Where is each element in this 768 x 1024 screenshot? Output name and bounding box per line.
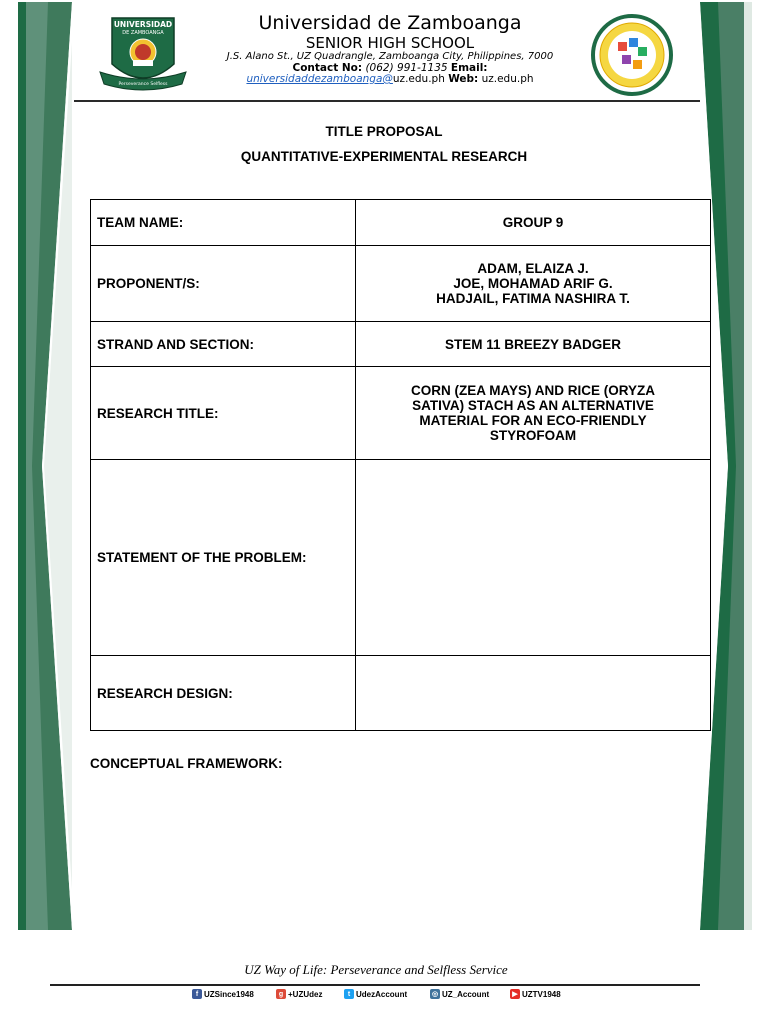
social-youtube[interactable] xyxy=(510,989,561,999)
email-web-line xyxy=(195,73,585,85)
design-value[interactable] xyxy=(356,656,711,731)
strand-value: STEM 11 BREEZY BADGER xyxy=(356,322,711,367)
strand-label: STRAND AND SECTION: xyxy=(91,322,356,367)
research-title-label: RESEARCH TITLE: xyxy=(91,367,356,460)
instagram-icon: ◎ xyxy=(431,991,439,998)
youtube-icon: ▶ xyxy=(510,989,520,999)
proponent-1: ADAM, ELAIZA J. xyxy=(477,261,589,276)
contact-label: Contact No: xyxy=(292,62,363,74)
school-address: J.S. Alano St., UZ Quadrangle, Zamboanga City, Philippines, 7000 xyxy=(226,51,554,62)
proposal-form-table xyxy=(90,199,711,731)
email-label: Email: xyxy=(450,62,488,74)
social-google-plus-label: +UZUdez xyxy=(288,989,323,999)
footer-divider xyxy=(50,984,700,986)
seal-text-top: UNIVERSIDAD xyxy=(113,20,173,29)
contact-number: (062) 991-1135 xyxy=(365,62,448,74)
research-title-line-1: CORN (ZEA MAYS) AND RICE (ORYZA xyxy=(410,383,655,398)
social-facebook[interactable] xyxy=(192,989,254,999)
social-twitter[interactable] xyxy=(344,989,407,999)
proponent-2: JOE, MOHAMAD ARIF G. xyxy=(453,276,613,291)
research-title-line-3: MATERIAL FOR AN ECO-FRIENDLY xyxy=(419,413,647,428)
table-row-problem xyxy=(91,460,711,656)
problem-value[interactable] xyxy=(356,460,711,656)
team-name-label: TEAM NAME: xyxy=(91,200,356,246)
school-name: SENIOR HIGH SCHOOL xyxy=(305,34,475,52)
facebook-icon: f xyxy=(192,989,202,999)
social-google-plus[interactable] xyxy=(276,989,322,999)
conceptual-framework-label: CONCEPTUAL FRAMEWORK: xyxy=(90,756,283,771)
proponents-label: PROPONENT/S: xyxy=(91,246,356,322)
social-twitter-label: UdezAccount xyxy=(356,989,408,999)
proponents-value xyxy=(356,246,711,322)
social-facebook-label: UZSince1948 xyxy=(204,989,254,999)
email-domain: uz.edu.ph xyxy=(392,73,445,85)
university-name: Universidad de Zamboanga xyxy=(258,12,522,34)
team-name-value: GROUP 9 xyxy=(356,200,711,246)
left-decorative-border xyxy=(18,2,72,930)
table-row-research-title xyxy=(91,367,711,460)
header-divider xyxy=(74,100,700,102)
social-youtube-label: UZTV1948 xyxy=(522,989,561,999)
table-row-strand xyxy=(91,322,711,367)
google-plus-icon: g xyxy=(276,989,286,999)
social-instagram-label: UZ_Account xyxy=(442,989,490,999)
twitter-icon: t xyxy=(344,989,354,999)
university-seal-logo xyxy=(98,14,188,96)
design-label: RESEARCH DESIGN: xyxy=(91,656,356,731)
research-title-line-4: STYROFOAM xyxy=(489,428,577,443)
research-title-line-2: SATIVA) STACH AS AN ALTERNATIVE xyxy=(412,398,654,413)
email-link[interactable]: universidaddezamboanga@ xyxy=(246,73,393,85)
senior-high-school-logo xyxy=(588,14,676,96)
seal-text-mid: DE ZAMBOANGA xyxy=(122,30,164,36)
web-address[interactable]: uz.edu.ph xyxy=(481,73,534,85)
problem-label: STATEMENT OF THE PROBLEM: xyxy=(91,460,356,656)
document-subtitle: QUANTITATIVE-EXPERIMENTAL RESEARCH xyxy=(240,149,528,164)
table-row-design xyxy=(91,656,711,731)
research-title-value xyxy=(356,367,711,460)
proponent-3: HADJAIL, FATIMA NASHIRA T. xyxy=(436,291,630,306)
web-label: Web: xyxy=(448,73,479,85)
seal-ribbon-text: Perseverance Selfless xyxy=(118,82,168,87)
document-title: TITLE PROPOSAL xyxy=(325,124,443,139)
table-row-team-name xyxy=(91,200,711,246)
footer-motto: UZ Way of Life: Perseverance and Selfless Service xyxy=(244,962,508,977)
social-instagram[interactable] xyxy=(430,989,489,999)
table-row-proponents xyxy=(91,246,711,322)
